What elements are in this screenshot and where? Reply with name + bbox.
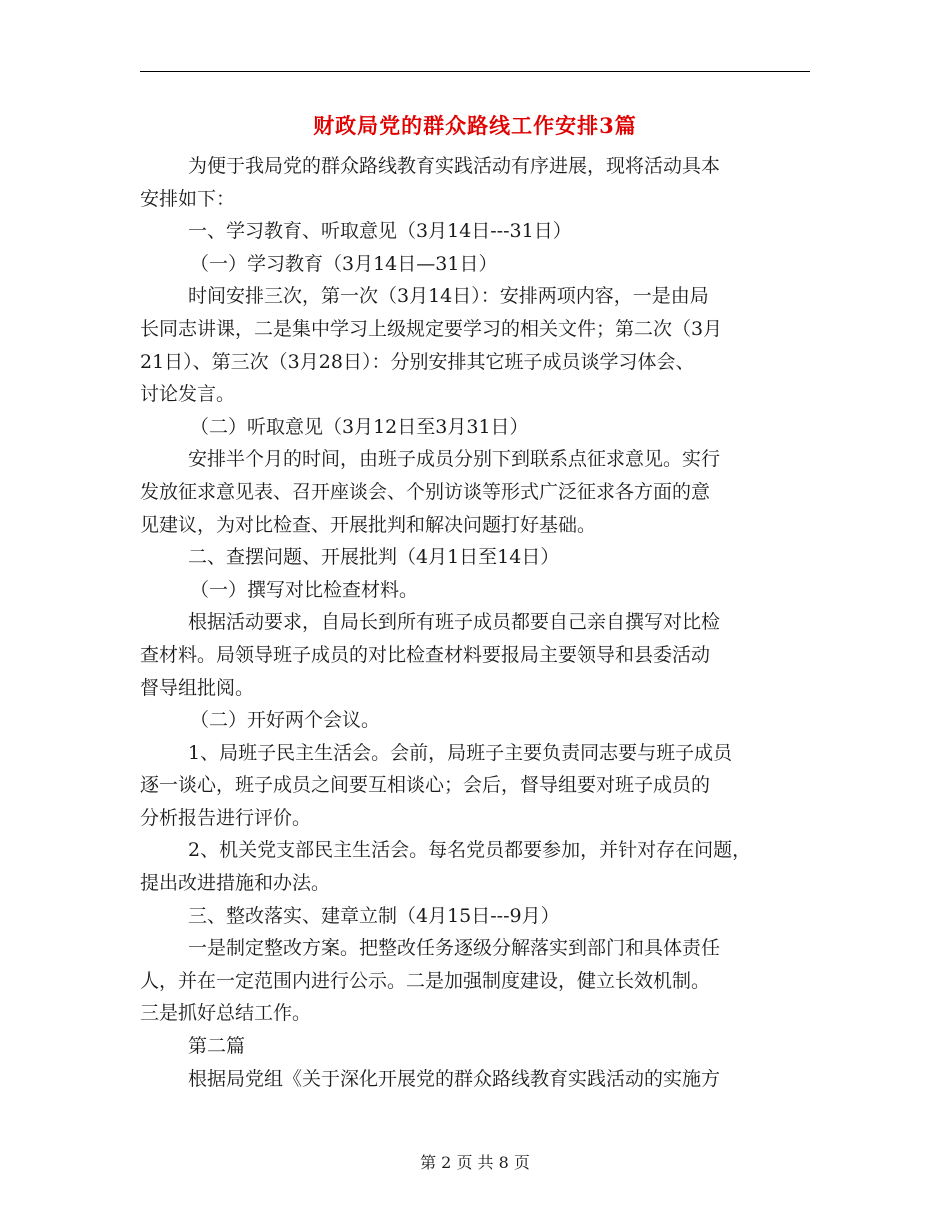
body-line: 人，并在一定范围内进行公示。二是加强制度建设，健立长效机制。 <box>140 969 711 992</box>
subsection-heading: （二）开好两个会议。 <box>190 709 381 732</box>
section-heading: 一、学习教育、听取意见（3月14日---31日） <box>188 220 572 243</box>
body-line: 21日）、第三次（3月28日）：分别安排其它班子成员谈学习体会、 <box>140 350 695 373</box>
body-line: 时间安排三次，第一次（3月14日）：安排两项内容，一是由局 <box>188 285 709 308</box>
body-line: 讨论发言。 <box>140 383 236 406</box>
body-line: 发放征求意见表、召开座谈会、个别访谈等形式广泛征求各方面的意 <box>140 480 711 503</box>
body-line: 为便于我局党的群众路线教育实践活动有序进展，现将活动具本 <box>188 155 721 177</box>
body-line: 逐一谈心，班子成员之间要互相谈心；会后，督导组要对班子成员的 <box>140 774 711 797</box>
page-number-footer: 第 2 页 共 8 页 <box>420 1153 530 1172</box>
body-line: 安排半个月的时间，由班子成员分别下到联系点征求意见。实行 <box>188 448 721 471</box>
body-line: 根据局党组《关于深化开展党的群众路线教育实践活动的实施方 <box>188 1067 721 1090</box>
body-line: 2、机关党支部民主生活会。每名党员都要参加，并针对存在问题， <box>188 839 752 862</box>
body-line: 长同志讲课，二是集中学习上级规定要学习的相关文件；第二次（3月 <box>140 317 723 340</box>
body-line: 见建议，为对比检查、开展批判和解决问题打好基础。 <box>140 513 597 536</box>
body-line: 1、局班子民主生活会。会前，局班子主要负责同志要与班子成员 <box>188 741 733 764</box>
section-heading: 二、查摆问题、开展批判（4月1日至14日） <box>188 546 560 569</box>
body-line: 安排如下： <box>140 187 236 210</box>
body-line: 三是抓好总结工作。 <box>140 1002 312 1025</box>
body-line: 提出改进措施和办法。 <box>140 872 331 895</box>
part-heading: 第二篇 <box>188 1035 246 1058</box>
body-line: 根据活动要求，自局长到所有班子成员都要自己亲自撰写对比检 <box>188 611 721 634</box>
body-line: 督导组批阅。 <box>140 676 255 699</box>
document-title: 财政局党的群众路线工作安排3篇 <box>313 113 637 138</box>
subsection-heading: （二）听取意见（3月12日至3月31日） <box>190 415 529 438</box>
body-line: 分析报告进行评价。 <box>140 806 312 829</box>
subsection-heading: （一）学习教育（3月14日—31日） <box>190 252 498 275</box>
header-rule <box>140 71 810 72</box>
body-line: 查材料。局领导班子成员的对比检查材料要报局主要领导和县委活动 <box>140 643 711 666</box>
document-body <box>140 150 820 1095</box>
section-heading: 三、整改落实、建章立制（4月15日---9月） <box>188 904 560 927</box>
body-line: 一是制定整改方案。把整改任务逐级分解落实到部门和具体责任 <box>188 937 721 960</box>
subsection-heading: （一）撰写对比检查材料。 <box>190 578 419 601</box>
